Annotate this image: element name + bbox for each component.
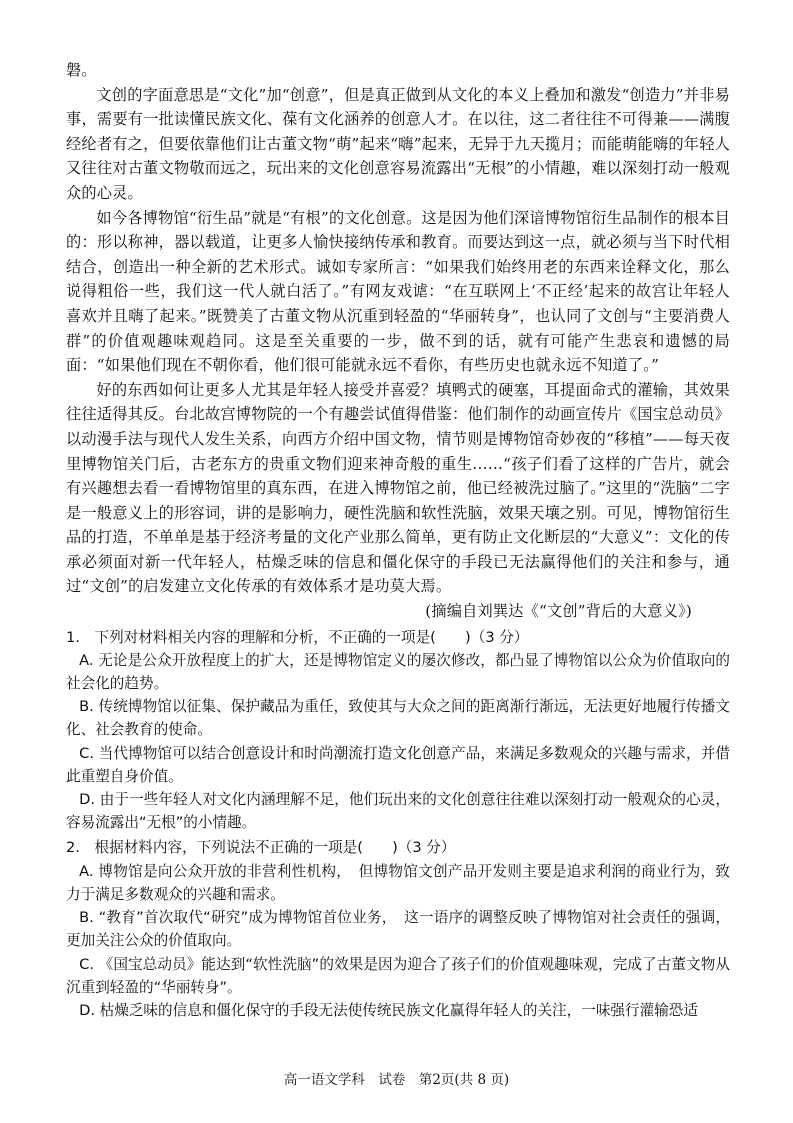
passage-paragraph-2: 如今各博物馆“衍生品”就是“有根”的文化创意。这是因为他们深谙博物馆衍生品制作的根本目的：形以称神，器以载道，让更多人愉快接纳传承和教育。而要达到这一点，就必须与当下时代相结合，创造出一种全新的艺术形式。诚如专家所言：“如果我们始终用老的东西来诠释文化，那么说得粗俗一些，我们这一代人就白活了。”有网友戏谑：“在互联网上‘不正经’起来的故宫让年轻人喜欢并且嗨了起来。”既赞美了古董文物从沉重到轻盈的“华丽转身”，也认同了文创与“主要消费人群”的价值观趣味观趋同。这是至关重要的一步，做不到的话，就有可能产生悲哀和遗憾的局面：“如果他们现在不朝你看，他们很可能就永远不看你，有些历史也就永远不知道了。” (66, 208, 730, 375)
question-1-option-d: D. 由于一些年轻人对文化内涵理解不足，他们玩出来的文化创意往往难以深刻打动一般观众的心灵，容易流露出“无根”的小情趣。 (66, 791, 730, 832)
passage-source: (摘编自刘巽达《“文创”背后的大意义》) (425, 602, 692, 621)
question-1-option-a: A. 无论是公众开放程度上的扩大，还是博物馆定义的屡次修改，都凸显了博物馆以公众为价值取向的社会化的趋势。 (66, 651, 730, 693)
reading-passage (66, 58, 730, 1022)
question-2 (66, 836, 730, 1022)
question-1 (66, 626, 730, 835)
question-2-option-c: C. 《国宝总动员》能达到“软性洗脑”的效果是因为迎合了孩子们的价值观趣味观，完成了古董文物从沉重到轻盈的“华丽转身”。 (66, 955, 730, 996)
question-2-option-a: A. 博物馆是向公众开放的非营利性机构， 但博物馆文创产品开发则主要是追求利润的商业行为，致力于满足多数观众的兴趣和需求。 (66, 862, 730, 903)
question-2-option-d: D. 枯燥乏味的信息和僵化保守的手段无法使传统民族文化赢得年轻人的关注，一味强行灌输恐适 (79, 1001, 698, 1019)
question-2-option-b: B. “教育”首次取代“研究”成为博物馆首位业务， 这一语序的调整反映了博物馆对社会责任的强调，更加关注公众的价值取向。 (66, 909, 730, 950)
passage-paragraph-3: 好的东西如何让更多人尤其是年轻人接受并喜爱？填鸭式的硬塞，耳提面命式的灌输，其效果往往适得其反。台北故宫博物院的一个有趣尝试值得借鉴：他们制作的动画宣传片《国宝总动员》以动漫手法与现代人发生关系，向西方介绍中国文物，情节则是博物馆奇妙夜的“移植”——每天夜里博物馆关门后，古老东方的贵重文物们迎来神奇般的重生……“孩子们看了这样的广告片，就会有兴趣想去看一看博物馆里的真东西，在进入博物馆之前，他已经被洗过脑了。”这里的“洗脑”二字是一般意义上的形容词，讲的是影响力，硬性洗脑和软性洗脑，效果天壤之别。可见，博物馆衍生品的打造，不单单是基于经济考量的文化产业那么简单，更有防止文化断层的“大意义”：文化的传承必须面对新一代年轻人，枯燥乏味的信息和僵化保守的手段已无法赢得他们的关注和参与，通过“文创”的启发建立文化传承的有效体系才是功莫大焉。 (66, 380, 730, 596)
passage-paragraph-1: 文创的字面意思是“文化”加“创意”，但是真正做到从文化的本义上叠加和激发“创造力”并非易事，需要有一批读懂民族文化、葆有文化涵养的创意人才。在以往，这二者往往不可得兼——满腹经纶者有之，但要依靠他们让古董文物“萌”起来“嗨”起来，无异于九天揽月；而能萌能嗨的年轻人又往往对古董文物敬而远之，玩出来的文化创意容易流露出“无根”的小情趣，难以深刻打动一般观众的心灵。 (66, 85, 730, 202)
question-1-option-c: C. 当代博物馆可以结合创意设计和时尚潮流打造文化创意产品，来满足多数观众的兴趣与需求，并借此重塑自身价值。 (66, 744, 730, 785)
passage-fragment: 磐。 (66, 61, 97, 79)
question-1-option-b: B. 传统博物馆以征集、保护藏品为重任，致使其与大众之间的距离渐行渐远，无法更好地履行传播文化、社会教育的使命。 (66, 698, 730, 739)
question-1-stem: 1. 下列对材料相关内容的理解和分析，不正确的一项是( )（3 分） (66, 628, 529, 646)
page-footer: 高一语文学科 试卷 第2页(共 8 页) (283, 1072, 510, 1088)
question-2-stem: 2. 根据材料内容，下列说法不正确的一项是( )（3 分） (66, 839, 456, 857)
